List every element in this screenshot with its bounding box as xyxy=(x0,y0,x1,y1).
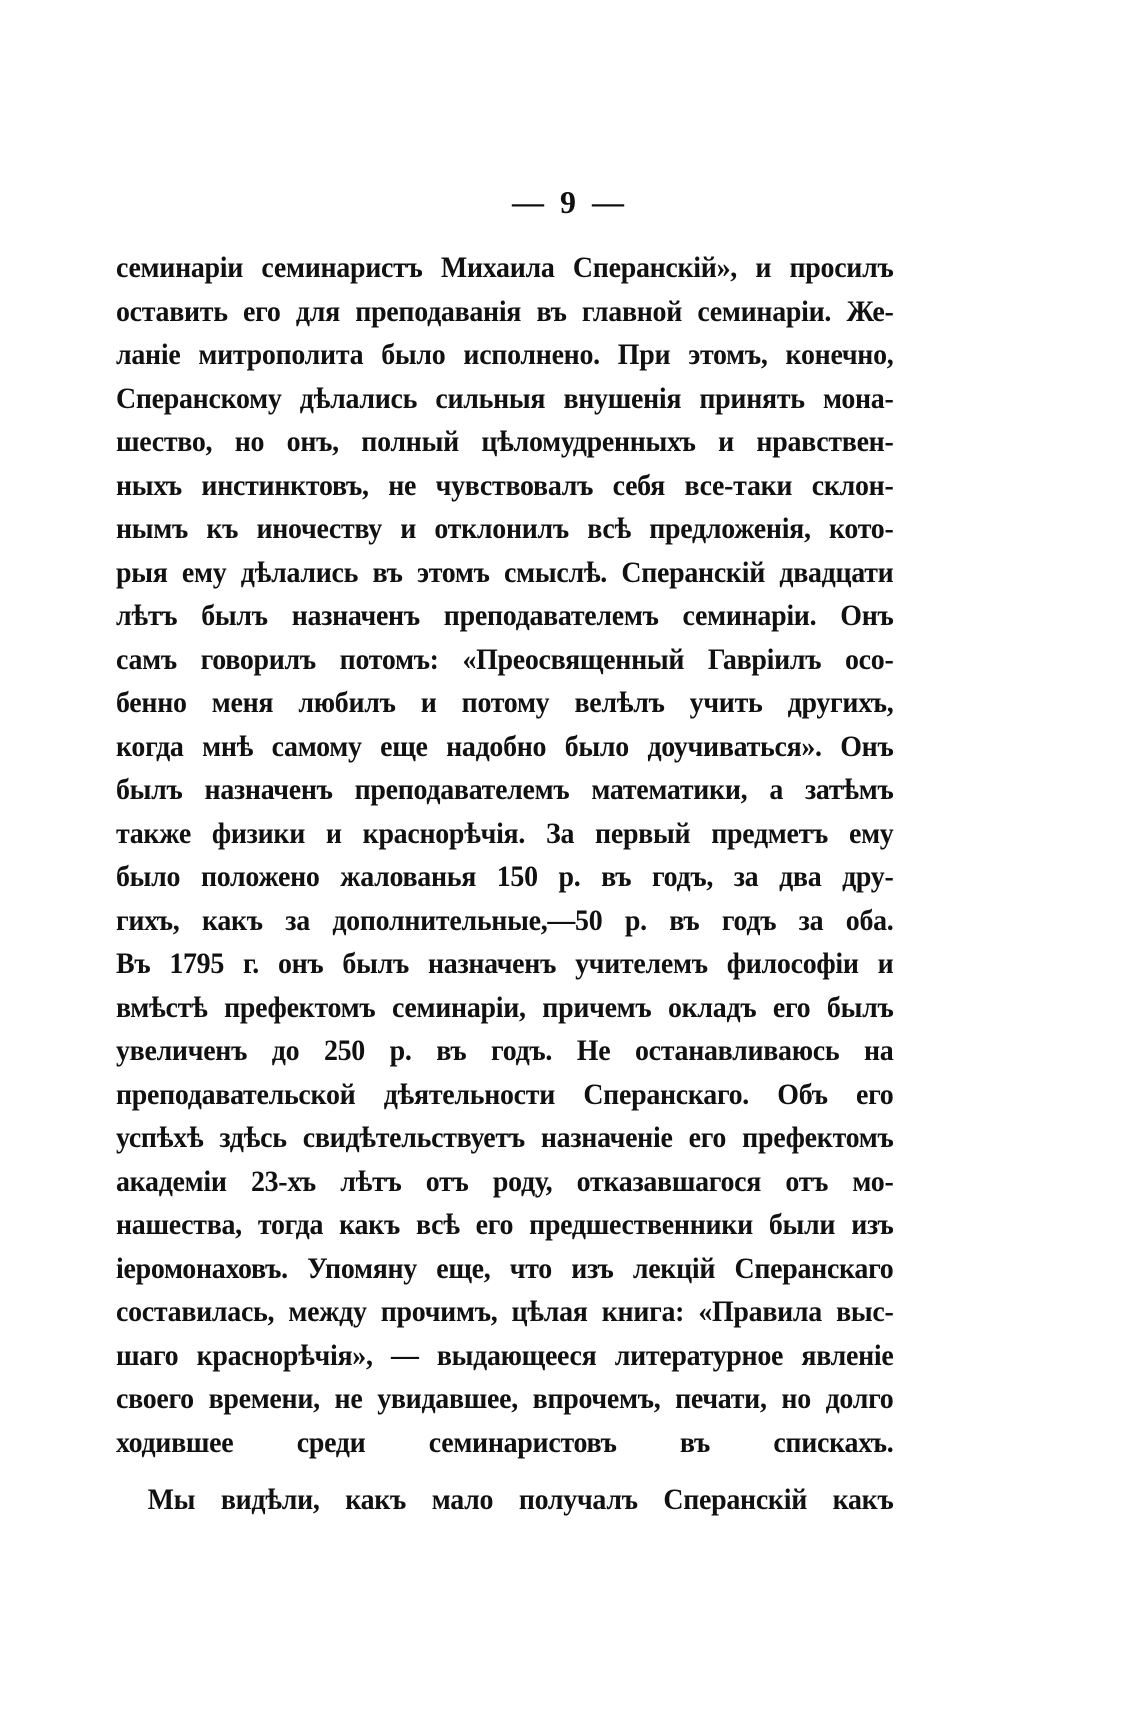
text-line: также физики и краснорѣчія. За первый предметъ ему xyxy=(116,816,894,850)
text-line: бенно меня любилъ и потому велѣлъ учить другихъ, xyxy=(116,686,894,719)
text-line: ланіе митрополита было исполнено. При этомъ, конечно, xyxy=(116,338,894,371)
page-number-header: — 9 — xyxy=(512,184,628,220)
text-line: составилась, между прочимъ, цѣлая книга: «Правила выс- xyxy=(116,1295,894,1328)
text-line: оставить его для преподаванія въ главной семинаріи. Же- xyxy=(116,294,894,328)
text-line: своего времени, не увидавшее, впрочемъ, печати, но долго xyxy=(116,1382,894,1415)
text-line: Въ 1795 г. онъ былъ назначенъ учителемъ философіи и xyxy=(116,947,894,980)
text-line: іеромонаховъ. Упомяну еще, что изъ лекцій Сперанскаго xyxy=(116,1251,894,1285)
text-line: шество, но онъ, полный цѣломудренныхъ и нравствен- xyxy=(116,425,894,458)
text-line: былъ назначенъ преподавателемъ математики, а затѣмъ xyxy=(116,773,894,806)
text-line: ходившее среди семинаристовъ въ спискахъ. xyxy=(116,1425,894,1459)
text-line: самъ говорилъ потомъ: «Преосвященный Гавріилъ осо- xyxy=(116,642,894,676)
text-line: нымъ къ иночеству и отклонилъ всѣ предложенія, кото- xyxy=(116,512,894,545)
text-line: успѣхѣ здѣсь свидѣтельствуетъ назначеніе его префектомъ xyxy=(116,1121,894,1154)
text-line: увеличенъ до 250 р. въ годъ. Не останавливаюсь на xyxy=(116,1034,894,1067)
text-line: вмѣстѣ префектомъ семинаріи, причемъ окладъ его былъ xyxy=(116,990,894,1024)
text-line: гихъ, какъ за дополнительные,—50 р. въ годъ за оба. xyxy=(116,903,894,937)
text-line: преподавательской дѣятельности Сперанскаго. Объ его xyxy=(116,1077,894,1111)
text-line: когда мнѣ самому еще надобно было доучиваться». Онъ xyxy=(116,729,894,763)
text-line: нашества, тогда какъ всѣ его предшественники были изъ xyxy=(116,1208,894,1241)
text-line: лѣтъ былъ назначенъ преподавателемъ семинаріи. Онъ xyxy=(116,599,894,632)
text-line: шаго краснорѣчія», — выдающееся литературное явленіе xyxy=(116,1338,894,1372)
body-text xyxy=(116,246,894,1522)
text-line: ныхъ инстинктовъ, не чувствовалъ себя все-таки склон- xyxy=(116,468,894,502)
text-line: было положено жалованья 150 р. въ годъ, за два дру- xyxy=(116,860,894,893)
text-line: Сперанскому дѣлались сильныя внушенія принять мона- xyxy=(116,381,894,415)
text-line: семинаріи семинаристъ Михаила Сперанскій», и просилъ xyxy=(116,251,894,284)
paragraph-start-line: Мы видѣли, какъ мало получалъ Сперанскій какъ xyxy=(147,1483,894,1516)
text-line: рыя ему дѣлались въ этомъ смыслѣ. Сперанскій двадцати xyxy=(116,555,894,589)
text-line: академіи 23-хъ лѣтъ отъ роду, отказавшагося отъ мо- xyxy=(116,1164,894,1198)
